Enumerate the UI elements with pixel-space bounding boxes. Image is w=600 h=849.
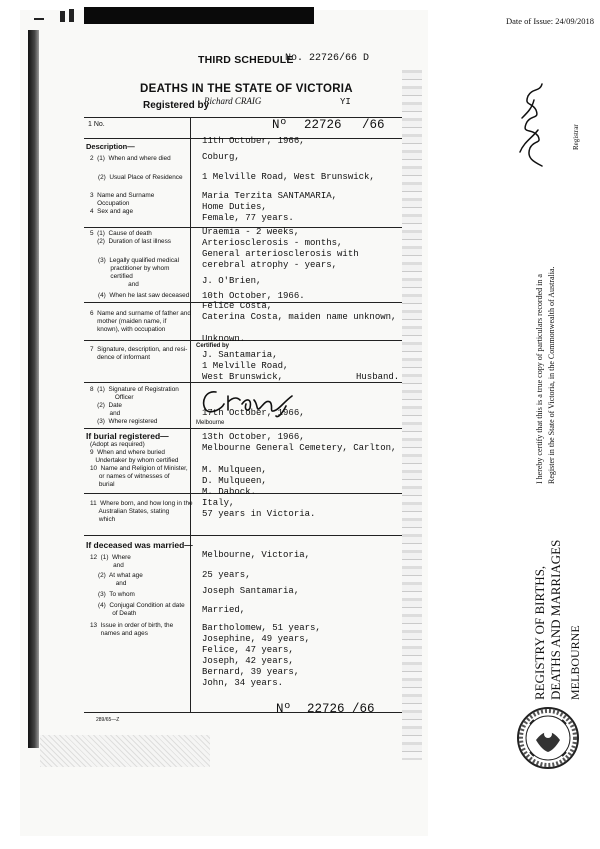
registry-name-line-2: DEATHS AND MARRIAGES bbox=[548, 539, 563, 700]
scan-noise bbox=[40, 735, 210, 767]
footer-year: /66 bbox=[352, 702, 375, 716]
scan-mark bbox=[60, 11, 65, 22]
row13-label: 13 Issue in order of birth, the names and ages bbox=[90, 622, 174, 637]
row2b-value: 1 Melville Road, West Brunswick, bbox=[202, 172, 375, 182]
row11-value: Italy, 57 years in Victoria. bbox=[202, 498, 316, 519]
row12-whom: Joseph Santamaria, bbox=[202, 586, 300, 596]
registry-name-line-1: REGISTRY OF BIRTHS, bbox=[532, 565, 547, 700]
row5-value: Uraemia - 2 weeks, Arteriosclerosis - months, General arteriosclerosis with cerebral atrophy - years, bbox=[202, 227, 359, 270]
row12-label-whom: (3) To whom bbox=[98, 591, 135, 598]
register-code: YI bbox=[340, 97, 351, 107]
row7-value: J. Santamaria, 1 Melville Road, West Brunswick, bbox=[202, 350, 289, 382]
registered-by-name: Richard CRAIG bbox=[204, 96, 262, 106]
row3-label: 3 Name and Surname Occupation 4 Sex and age bbox=[90, 192, 155, 215]
row7-label: 7 Signature, description, and resi- dence of informant bbox=[90, 346, 188, 361]
row2b-label: (2) Usual Place of Residence bbox=[98, 174, 183, 181]
burial-title: If burial registered— bbox=[86, 431, 169, 441]
certification-line-2: Register in the State of Victoria, in the Commonwealth of Australia. bbox=[547, 266, 556, 484]
certification-line-1: I hereby certify that this is a true copy of particulars recorded in a bbox=[535, 274, 544, 484]
row2-date: 11th October, 1966, bbox=[202, 136, 305, 146]
row-divider bbox=[84, 535, 402, 536]
entry-no-label: 1 No. bbox=[88, 121, 105, 128]
scan-torn-edge bbox=[402, 70, 422, 760]
scan-mark bbox=[34, 18, 44, 20]
row12-label-age: (2) At what age and bbox=[98, 572, 143, 587]
row12-conjugal: Married, bbox=[202, 605, 246, 615]
form-code: 289/65—Z bbox=[96, 717, 120, 723]
row8-place: Melbourne bbox=[196, 420, 225, 426]
row8-label: 8 (1) Signature of Registration Officer (2) Date and (3) Where registered bbox=[90, 386, 179, 425]
registry-seal-icon bbox=[516, 706, 580, 770]
registrar-signature bbox=[512, 78, 552, 170]
row12-age: 25 years, bbox=[202, 570, 251, 580]
certificate-title: DEATHS IN THE STATE OF VICTORIA bbox=[140, 83, 353, 95]
registrar-title: Registrar bbox=[572, 124, 580, 150]
redaction-bar bbox=[84, 7, 314, 24]
certificate-number: No. 22726/66 D bbox=[285, 53, 370, 64]
row12-where: Melbourne, Victoria, bbox=[202, 550, 311, 560]
row6-value: Felice Costa, Caterina Costa, maiden name unknown, Unknown. bbox=[202, 301, 397, 344]
row5-label: 5 (1) Cause of death (2) Duration of last illness bbox=[90, 230, 171, 245]
registry-stamp-panel bbox=[506, 60, 590, 770]
registry-city: MELBOURNE bbox=[568, 625, 582, 700]
row11-label: 11 Where born, and how long in the Australian States, stating which bbox=[90, 500, 193, 523]
row5d-value: 10th October, 1966. bbox=[202, 291, 305, 301]
row2-label: 2 (1) When and where died bbox=[90, 155, 171, 162]
row5c-label: (3) Legally qualified medical practitioner by whom certified and bbox=[98, 257, 179, 288]
row2-place: Coburg, bbox=[202, 152, 240, 162]
date-of-issue: Date of Issue: 24/09/2018 bbox=[505, 16, 594, 26]
entry-no-symbol: Nº bbox=[272, 118, 288, 132]
scan-binding-edge bbox=[28, 30, 39, 748]
row7-relation: Husband. bbox=[356, 372, 400, 382]
burial-value: 13th October, 1966, Melbourne General Cemetery, Carlton, M. Mulqueen, D. Mulqueen, M. Dabock. bbox=[202, 432, 397, 497]
row12-label-where: 12 (1) Where and bbox=[90, 554, 131, 569]
scan-mark bbox=[69, 9, 74, 22]
row13-value: Bartholomew, 51 years, Josephine, 49 years, Felice, 47 years, Joseph, 42 years, Bernard, 39 years, John, 34 years. bbox=[202, 623, 321, 688]
footer-no-symbol: Nº bbox=[276, 702, 292, 716]
entry-no: 22726 bbox=[304, 118, 342, 132]
row12-label-conjugal: (4) Conjugal Condition at date of Death bbox=[98, 602, 185, 617]
entry-year: /66 bbox=[362, 118, 385, 132]
married-title: If deceased was married— bbox=[86, 540, 193, 550]
schedule-title: THIRD SCHEDULE bbox=[198, 54, 294, 66]
registered-by-label: Registered by bbox=[143, 100, 210, 111]
row7-certified-by: Certified by bbox=[196, 343, 230, 349]
row5c-value: J. O'Brien, bbox=[202, 276, 262, 286]
row3-value: Maria Terzita SANTAMARIA, Home Duties, Female, 77 years. bbox=[202, 191, 338, 223]
row-divider bbox=[84, 117, 402, 118]
row8-date: 17th October, 1966, bbox=[202, 408, 305, 418]
footer-no: 22726 bbox=[307, 702, 345, 716]
column-divider bbox=[190, 117, 191, 712]
row6-label: 6 Name and surname of father and mother (maiden name, if known), with occupation bbox=[90, 310, 191, 333]
burial-label: (Adopt as required) 9 When and where buried Undertaker by whom certified 10 Name and Religion of Minister, or names of witnesses of burial bbox=[90, 441, 188, 488]
row-divider bbox=[84, 428, 402, 429]
row5d-label: (4) When he last saw deceased bbox=[98, 292, 190, 299]
description-label: Description— bbox=[86, 142, 135, 151]
